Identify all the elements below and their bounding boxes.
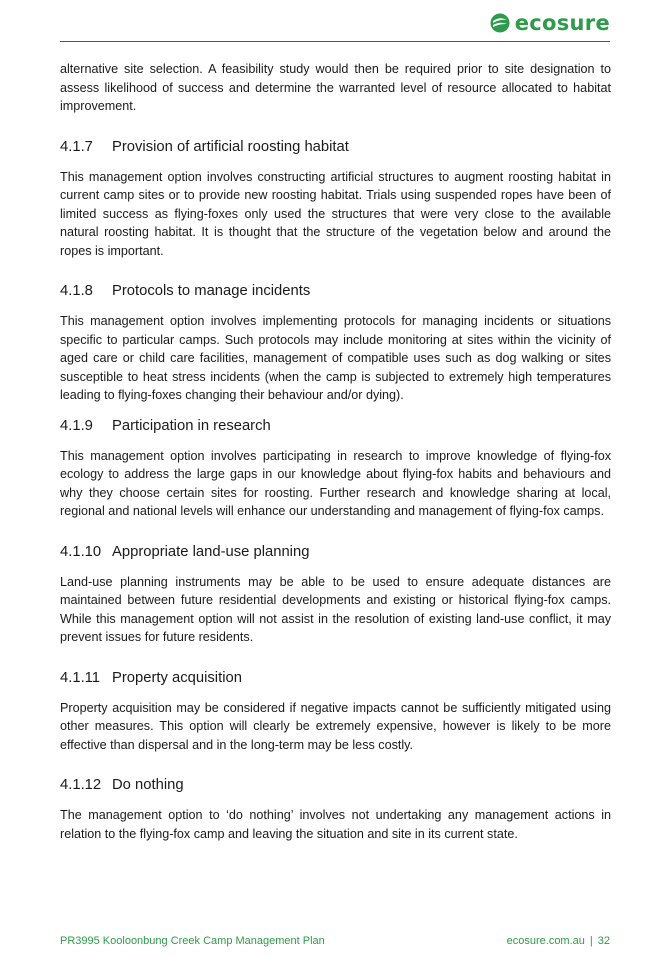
section-paragraph: Land-use planning instruments may be able to be used to ensure adequate distances are maintained between future residential developments and existing or historical flying-fox camps. While this management option will not assist in the resolution of existing land-use conflict, it may prevent issues for future residents. (60, 574, 611, 644)
document-title: PR3995 Kooloonbung Creek Camp Management Plan (60, 935, 325, 947)
footer-right (507, 935, 610, 947)
section-heading (60, 282, 611, 300)
section-paragraph: This management option involves implementing protocols for managing incidents or situations specific to particular camps. Such protocols may include monitoring at sites within the vicinity of aged care or child care facilities, management of compatible uses such as dog walking or sites susceptible to heat stress incidents (when the camp is subjected to extremely high temperatures leading to flying-foxes changing their behaviour and/or dying). (60, 314, 611, 402)
section-heading (60, 138, 611, 156)
page-body (60, 60, 611, 843)
section-title: Appropriate land-use planning (112, 543, 310, 560)
page-footer (60, 935, 610, 947)
section-number: 4.1.10 (60, 543, 102, 560)
section-number: 4.1.9 (60, 417, 93, 434)
website-link[interactable]: ecosure.com.au (506, 935, 585, 947)
section-heading (60, 669, 611, 687)
section-paragraph: The management option to ‘do nothing’ involves not undertaking any management actions in relation to the flying-fox camp and leaving the situation and site in its current state. (60, 808, 611, 841)
section-number: 4.1.11 (60, 669, 101, 686)
ecosure-logo (490, 12, 610, 34)
section-heading (60, 543, 611, 561)
page-header (60, 8, 610, 42)
section-title: Property acquisition (112, 669, 242, 686)
section-number: 4.1.12 (60, 777, 102, 793)
section-title: Protocols to manage incidents (112, 283, 311, 299)
footer-separator: | (589, 935, 593, 947)
section-heading (60, 417, 611, 435)
section-heading (60, 776, 611, 794)
leaf-icon (490, 13, 510, 33)
page-number: 32 (597, 935, 610, 947)
section-number: 4.1.7 (60, 138, 93, 155)
section-title: Provision of artificial roosting habitat (112, 138, 349, 155)
intro-paragraph: alternative site selection. A feasibility study would then be required prior to site designation to assess likelihood of success and determine the warranted level of resource allocated to habitat improvement. (60, 62, 611, 113)
brand-name: ecosure (514, 11, 610, 35)
section-paragraph: This management option involves constructing artificial structures to augment roosting habitat in current camp sites or to provide new roosting habitat. Trials using suspended ropes have been of limited success as flying-foxes only used the structures that were very close to the available natural roosting habitat. It is thought that the structure of the vegetation below and around the ropes is important. (60, 169, 611, 258)
section-paragraph: This management option involves participating in research to improve knowledge of flying-fox ecology to address the large gaps in our knowledge about flying-fox habits and behaviours and why they choose certain sites for roosting. Further research and knowledge sharing at local, regional and national levels will enhance our understanding and management of flying-fox camps. (60, 448, 611, 518)
section-number: 4.1.8 (60, 283, 93, 299)
section-paragraph: Property acquisition may be considered if negative impacts cannot be sufficiently mitigated using other measures. This option will clearly be extremely expensive, however is likely to be more effective than dispersal and in the long-term may be less costly. (60, 700, 611, 752)
section-title: Participation in research (112, 417, 271, 434)
section-title: Do nothing (112, 777, 184, 793)
